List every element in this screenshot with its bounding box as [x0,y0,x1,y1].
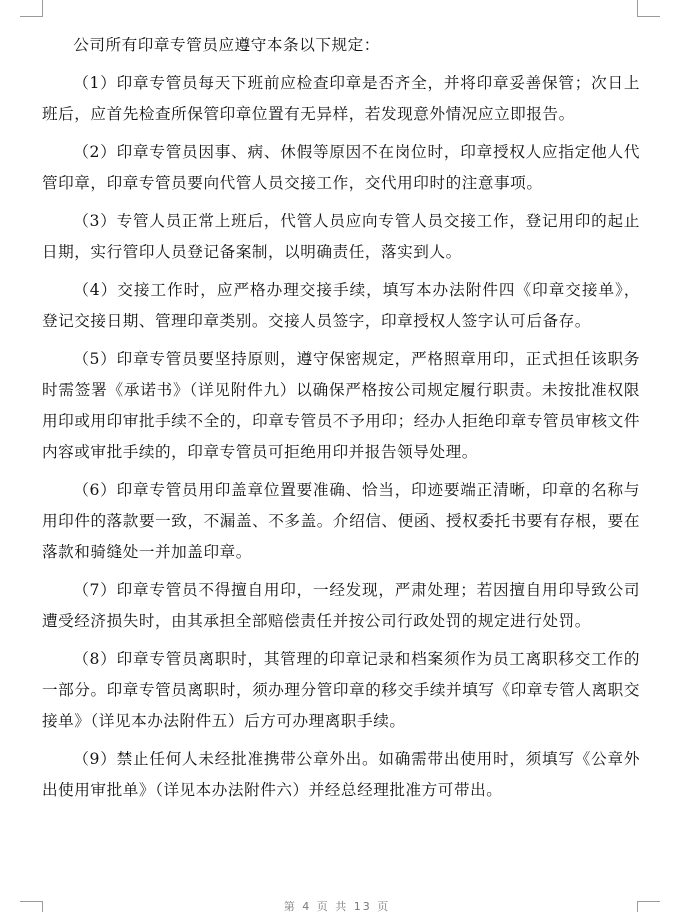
rule-paragraph-2: （2）印章专管员因事、病、休假等原因不在岗位时，印章授权人应指定他人代管印章，印章专管员要向代管人员交接工作，交代用印时的注意事项。 [42,143,640,192]
page-number-footer: 第 4 页 共 13 页 [283,900,391,912]
corner-mark-top-left [20,0,43,17]
document-body[interactable] [42,30,640,813]
rule-paragraph-8: （8）印章专管员离职时，其管理的印章记录和档案须作为员工离职移交工作的一部分。印章专管员离职时，须办理分管印章的移交手续并填写《印章专管人离职交接单》（详见本办法附件五）后方可办理离职手续。 [42,650,640,730]
rule-paragraph-3: （3）专管人员正常上班后，代管人员应向专管人员交接工作，登记用印的起止日期，实行管印人员登记备案制，以明确责任，落实到人。 [42,212,640,261]
rule-paragraph-4: （4）交接工作时，应严格办理交接手续，填写本办法附件四《印章交接单》，登记交接日期、管理印章类别。交接人员签字，印章授权人签字认可后备存。 [42,281,640,330]
rule-paragraph-5: （5）印章专管员要坚持原则，遵守保密规定，严格照章用印，正式担任该职务时需签署《承诺书》（详见附件九）以确保严格按公司规定履行职责。未按批准权限用印或用印审批手续不全的，印章专管员不予用印；经办人拒绝印章专管员审核文件内容或审批手续的，印章专管员可拒绝用印并报告领导处理。 [42,350,640,461]
corner-mark-top-right [637,0,660,17]
rule-paragraph-7: （7）印章专管员不得擅自用印，一经发现，严肃处理；若因擅自用印导致公司遭受经济损失时，由其承担全部赔偿责任并按公司行政处罚的规定进行处罚。 [42,581,640,630]
rule-paragraph-9: （9）禁止任何人未经批准携带公章外出。如确需带出使用时，须填写《公章外出使用审批单》（详见本办法附件六）并经总经理批准方可带出。 [42,750,640,799]
rule-paragraph-1: （1）印章专管员每天下班前应检查印章是否齐全，并将印章妥善保管；次日上班后，应首先检查所保管印章位置有无异样，若发现意外情况应立即报告。 [42,74,640,123]
rule-paragraph-6: （6）印章专管员用印盖章位置要准确、恰当，印迹要端正清晰，印章的名称与用印件的落款要一致，不漏盖、不多盖。介绍信、便函、授权委托书要有存根，要在落款和骑缝处一并加盖印章。 [42,481,640,561]
intro-paragraph: 公司所有印章专管员应遵守本条以下规定： [73,36,380,54]
